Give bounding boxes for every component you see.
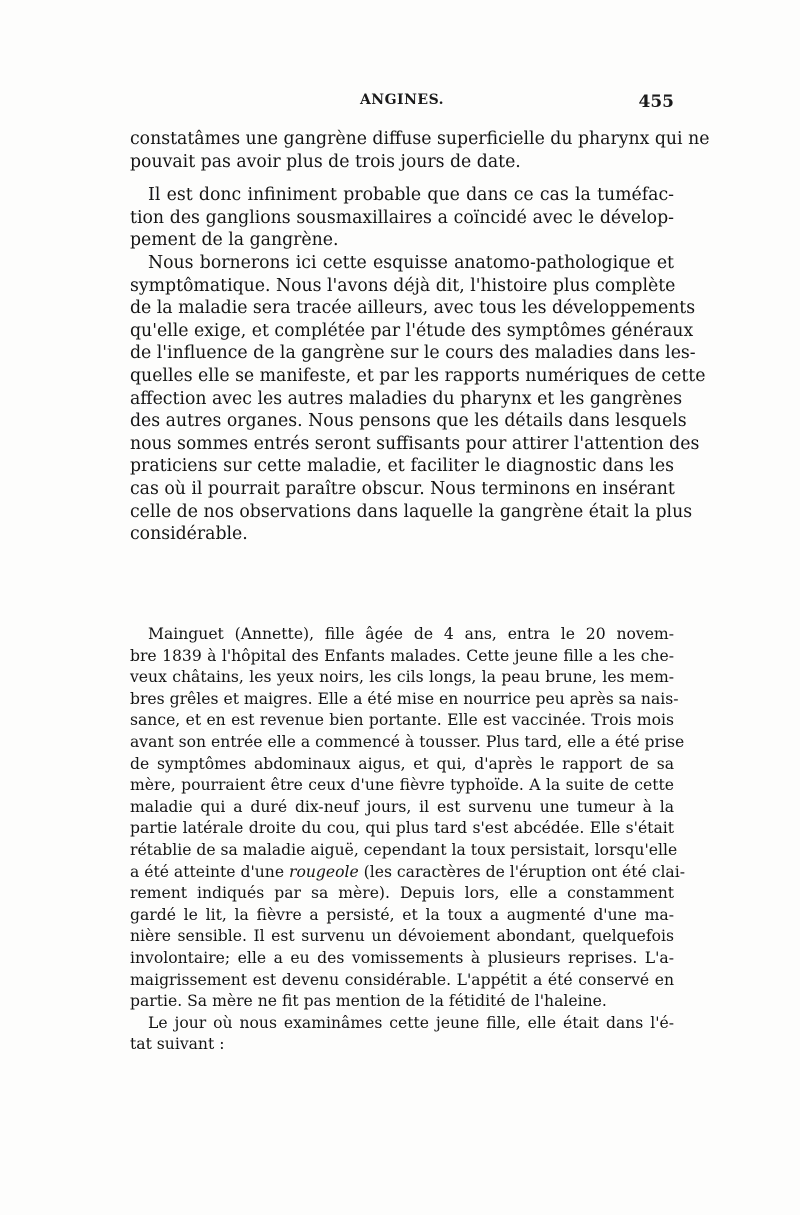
text-line: mère, pourraient être ceux d'une fièvre typhoïde. A la suite de cette bbox=[130, 776, 674, 795]
observation-paragraph bbox=[130, 624, 685, 1013]
text-line: considérable. bbox=[130, 524, 248, 545]
text-line: partie. Sa mère ne fit pas mention de la fétidité de l'haleine. bbox=[130, 992, 607, 1011]
running-title: ANGINES. bbox=[359, 92, 445, 108]
running-head bbox=[130, 92, 674, 120]
text-line: Nous bornerons ici cette esquisse anatomo-pathologique et bbox=[148, 252, 674, 273]
text-line: Mainguet (Annette), fille âgée de 4 ans, entra le 20 novem- bbox=[148, 625, 674, 643]
observation-text bbox=[130, 624, 685, 1056]
text-line: symptômatique. Nous l'avons déjà dit, l'histoire plus complète bbox=[130, 275, 676, 296]
text-line: constatâmes une gangrène diffuse superficielle du pharynx qui ne bbox=[130, 129, 710, 149]
text-line: praticiens sur cette maladie, et faciliter le diagnostic dans les bbox=[130, 456, 674, 477]
text-line: de la maladie sera tracée ailleurs, avec tous les développements bbox=[130, 298, 696, 319]
text-line: tion des ganglions sousmaxillaires a coïncidé avec le dévelop- bbox=[130, 207, 674, 228]
text-line bbox=[130, 862, 685, 884]
text-line: quelles elle se manifeste, et par les rapports numériques de cette bbox=[130, 365, 706, 386]
text-line: Le jour où nous examinâmes cette jeune fille, elle était dans l'é- bbox=[148, 1013, 674, 1032]
observation-paragraph bbox=[130, 1013, 674, 1056]
text-line: bre 1839 à l'hôpital des Enfants malades. Cette jeune fille a les che- bbox=[130, 646, 674, 665]
text-line: celle de nos observations dans laquelle la gangrène était la plus bbox=[130, 501, 693, 522]
text-line: pement de la gangrène. bbox=[130, 230, 339, 251]
text-line: nière sensible. Il est survenu un dévoiement abondant, quelquefois bbox=[130, 927, 674, 946]
text-fragment: (les caractères de l'éruption ont été clai- bbox=[358, 862, 685, 881]
text-line: maladie qui a duré dix-neuf jours, il est survenu une tumeur à la bbox=[130, 797, 674, 816]
text-fragment: a été atteinte d'une bbox=[130, 862, 290, 881]
text-line: cas où il pourrait paraître obscur. Nous terminons en insérant bbox=[130, 478, 675, 499]
text-line: avant son entrée elle a commencé à tousser. Plus tard, elle a été prise bbox=[130, 732, 685, 751]
text-line: affection avec les autres maladies du pharynx et les gangrènes bbox=[130, 388, 683, 409]
text-line: nous sommes entrés seront suffisants pour attirer l'attention des bbox=[130, 433, 700, 454]
text-line: bres grêles et maigres. Elle a été mise en nourrice peu après sa nais- bbox=[130, 689, 679, 708]
text-line: qu'elle exige, et complétée par l'étude des symptômes généraux bbox=[130, 320, 694, 341]
text-line: Il est donc infiniment probable que dans ce cas la tuméfac- bbox=[148, 185, 674, 206]
main-text bbox=[130, 128, 710, 546]
paragraph bbox=[130, 184, 674, 252]
text-line: involontaire; elle a eu des vomissements à plusieurs reprises. L'a- bbox=[130, 948, 674, 967]
italic-word: rougeole bbox=[289, 862, 359, 881]
text-line: rement indiqués par sa mère). Depuis lors, elle a constamment bbox=[130, 884, 674, 903]
text-line: de l'influence de la gangrène sur le cours des maladies dans les- bbox=[130, 343, 696, 364]
text-line: pouvait pas avoir plus de trois jours de date. bbox=[130, 151, 521, 172]
text-line: tat suivant : bbox=[130, 1035, 225, 1054]
text-line: rétablie de sa maladie aiguë, cependant la toux persistait, lorsqu'elle bbox=[130, 840, 678, 859]
text-line: maigrissement est devenu considérable. L'appétit a été conservé en bbox=[130, 970, 674, 989]
page-number: 455 bbox=[638, 92, 674, 112]
paragraph-continuation bbox=[130, 128, 710, 173]
text-line: de symptômes abdominaux aigus, et qui, d'après le rapport de sa bbox=[130, 754, 674, 773]
text-line: sance, et en est revenue bien portante. Elle est vaccinée. Trois mois bbox=[130, 711, 674, 730]
paragraph bbox=[130, 252, 706, 546]
text-line: partie latérale droite du cou, qui plus tard s'est abcédée. Elle s'était bbox=[130, 819, 674, 838]
text-line: des autres organes. Nous pensons que les détails dans lesquels bbox=[130, 411, 687, 432]
text-line: veux châtains, les yeux noirs, les cils longs, la peau brune, les mem- bbox=[130, 668, 674, 687]
text-line: gardé le lit, la fièvre a persisté, et la toux a augmenté d'une ma- bbox=[130, 905, 674, 924]
